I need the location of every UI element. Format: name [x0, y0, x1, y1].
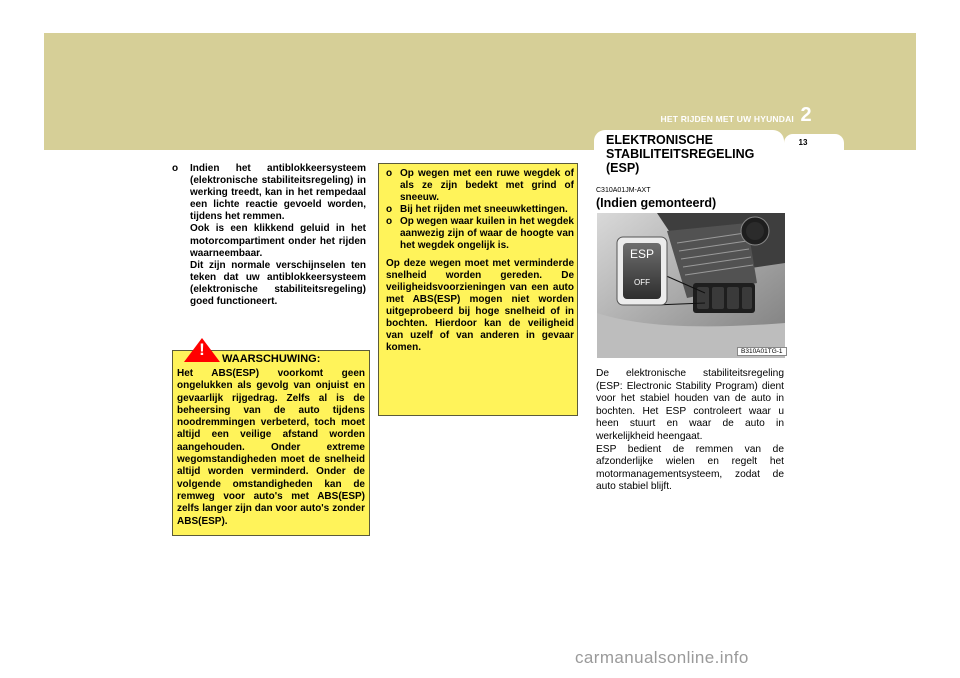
page-number: 13 [798, 138, 808, 147]
chapter-number: 2 [800, 104, 812, 126]
caution-paragraph: Op deze wegen moet met verminderde snelheid worden gereden. De veiligheidsvoorzieningen van een auto met ABS(ESP) mogen niet worden uitgeprobeerd bij hoge snelheid of in bochten. Hierdoor kan de veiligheid van uzelf of van anderen in gevaar komen. [386, 258, 574, 353]
bullet-mark: o [386, 168, 393, 179]
esp-description [596, 368, 784, 494]
bullet-text: Op wegen met een ruwe wegdek of als ze zijn bedekt met grind of sneeuw. [400, 168, 574, 203]
bullet-mark: o [386, 204, 393, 215]
bullet-mark: o [386, 216, 393, 227]
chapter-title: HET RIJDEN MET UW HYUNDAI [660, 114, 794, 124]
list-item [172, 163, 366, 308]
esp-switch-photo [597, 213, 785, 358]
header-band [44, 33, 916, 150]
esp-button-sublabel: OFF [634, 278, 650, 287]
bullet-text: Indien het antiblokkeersysteem (elektronische stabiliteitsregeling) in werking treedt, kan in het rempedaal een lichte reactie gevoeld worden, tijdens het remmen. Ook is een klikkend geluid in het motorcompartiment onder het rijden waarneembaar. Dit zijn normale verschijnselen ten teken dat uw antiblokkeersysteem (elektronische stabiliteitsregeling) goed functioneert. [190, 163, 366, 308]
section-title: ELEKTRONISCHE STABILITEITSREGELING (ESP) [606, 133, 755, 175]
list-item [386, 168, 574, 204]
watermark: carmanualsonline.info [575, 648, 749, 667]
list-item [386, 204, 574, 216]
bullet-text: Op wegen waar kuilen in het wegdek aanwezig zijn of waar de hoogte van het wegdek ongelijk is. [400, 216, 574, 251]
esp-description-text: De elektronische stabiliteitsregeling (ESP: Electronic Stability Program) dient voor het stabiel houden van de auto in bochten. Het ESP controleert waar u heen stuurt en waar de auto in werkelijkheid heengaat. ESP bedient de remmen van de afzonderlijke wielen en regelt het motormanagementsysteem, zodat de auto stabiel blijft. [596, 368, 784, 493]
reference-code: C310A01JM-AXT [596, 187, 651, 194]
column-left [172, 163, 366, 308]
warning-title: WAARSCHUWING: [222, 353, 321, 365]
list-item [386, 216, 574, 252]
warning-text: Het ABS(ESP) voorkomt geen ongelukken als gevolg van onjuist en gevaarlijk rijgedrag. Zelfs al is de beheersing van de auto tijdens noodremmingen verbeterd, toch moet altijd een veilige afstand worden aangehouden. Onder extreme wegomstandigheden moet de snelheid altijd worden verminderd. Onder de volgende omstandigheden kan de remweg voor auto's met ABS(ESP) zelfs langer zijn dan voor auto's zonder ABS(ESP). [177, 368, 365, 527]
column-middle [386, 168, 574, 354]
warning-icon-glyph: ! [199, 340, 205, 359]
figure-label: B310A01TG-1 [737, 347, 787, 356]
esp-button-label: ESP [629, 247, 654, 261]
bullet-mark: o [172, 163, 179, 174]
bullet-text: Bij het rijden met sneeuwkettingen. [400, 204, 568, 215]
subheading: (Indien gemonteerd) [596, 196, 717, 210]
